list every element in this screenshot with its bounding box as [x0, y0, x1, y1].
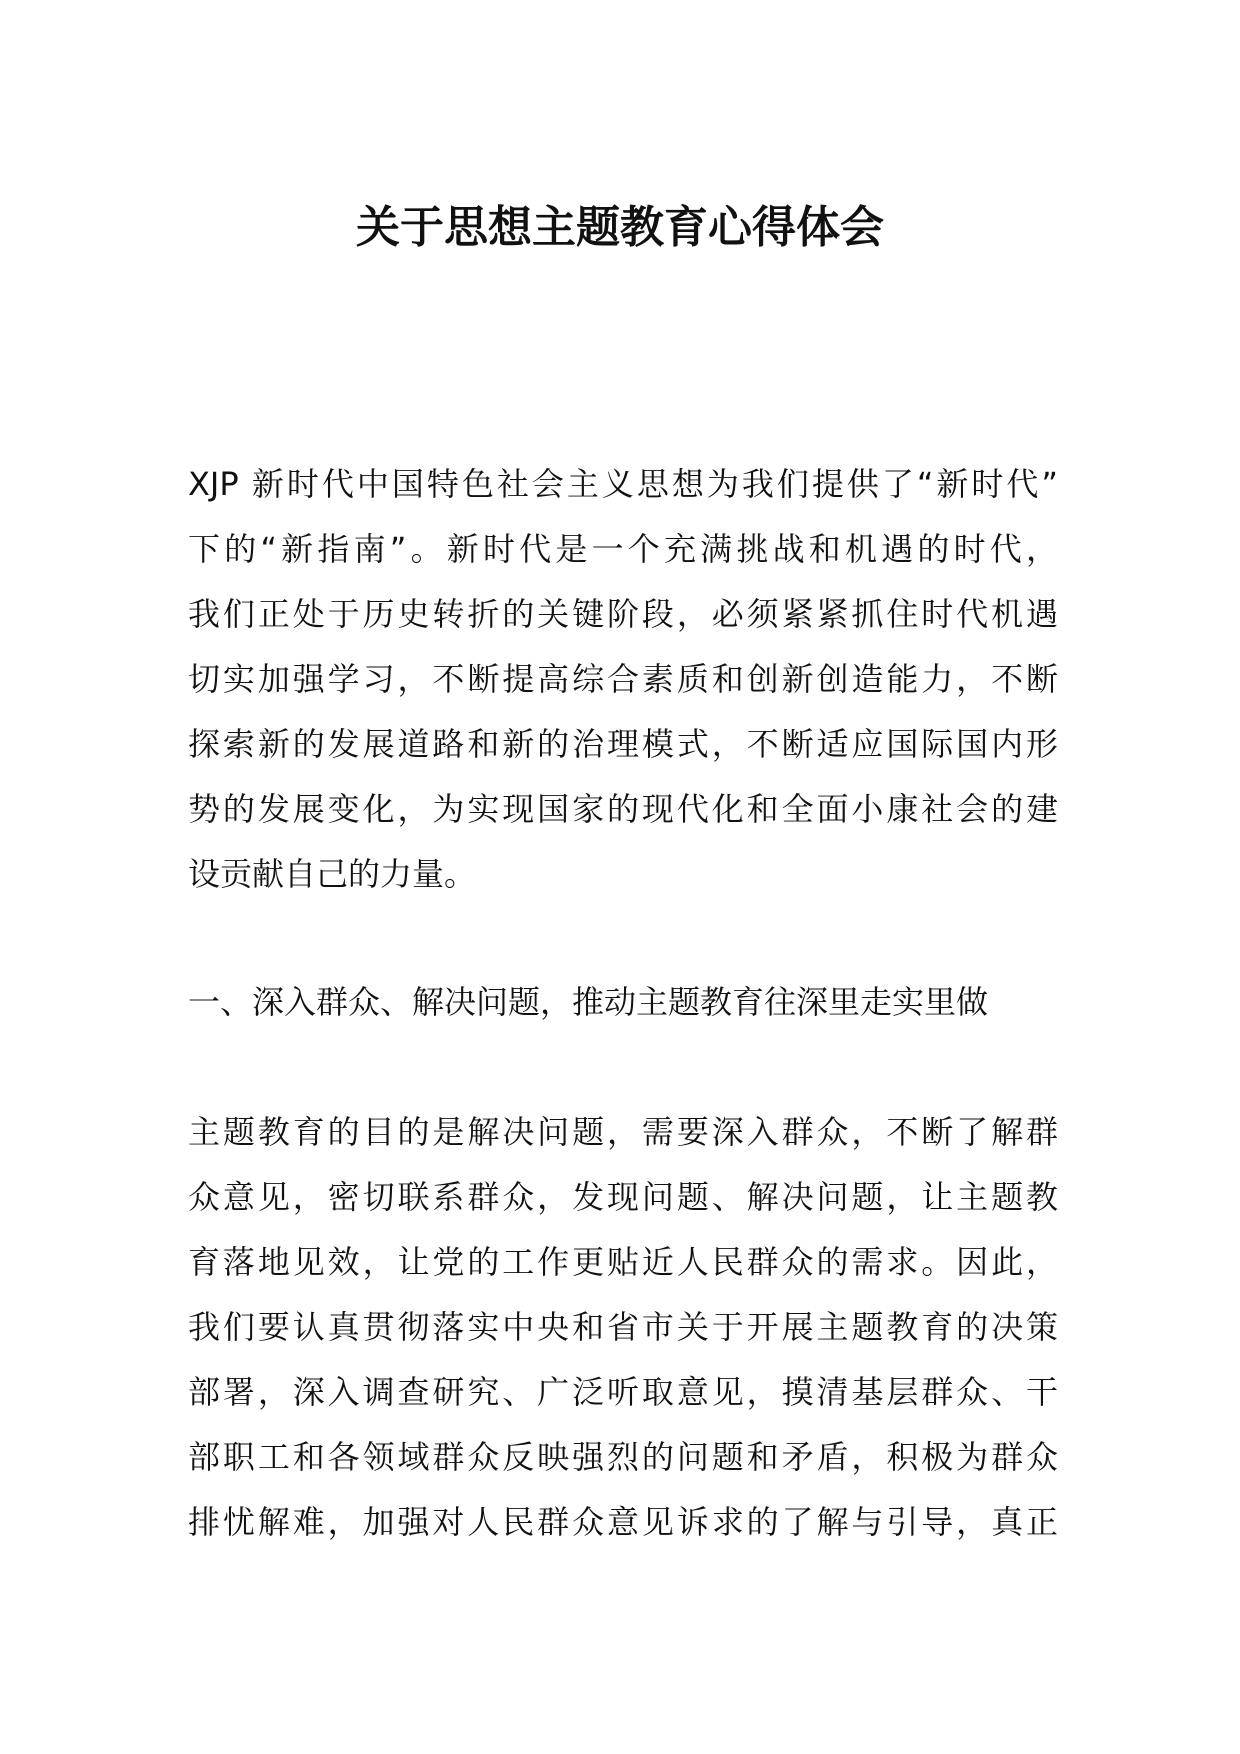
paragraph-line: 切实加强学习，不断提高综合素质和创新创造能力，不断	[188, 660, 1058, 698]
paragraph-intro	[188, 452, 1058, 907]
paragraph-line: 下的“新指南”。新时代是一个充满挑战和机遇的时代，	[188, 530, 1058, 568]
paragraph-line: 探索新的发展道路和新的治理模式，不断适应国际国内形	[188, 725, 1058, 763]
paragraph-line: 我们要认真贯彻落实中央和省市关于开展主题教育的决策	[188, 1308, 1058, 1346]
section-heading	[188, 970, 1058, 1035]
paragraph-line: XJP 新时代中国特色社会主义思想为我们提供了“新时代”	[188, 465, 1058, 503]
document-title: 关于思想主题教育心得体会	[356, 202, 884, 253]
paragraph-line: 部职工和各领域群众反映强烈的问题和矛盾，积极为群众	[188, 1438, 1058, 1476]
paragraph-line: 排忧解难，加强对人民群众意见诉求的了解与引导，真正	[188, 1503, 1058, 1541]
paragraph-line: 设贡献自己的力量。	[188, 855, 477, 893]
paragraph-section-1	[188, 1100, 1058, 1555]
paragraph-line: 部署，深入调查研究、广泛听取意见，摸清基层群众、干	[188, 1373, 1058, 1411]
paragraph-line: 众意见，密切联系群众，发现问题、解决问题，让主题教	[188, 1178, 1058, 1216]
paragraph-line: 势的发展变化，为实现国家的现代化和全面小康社会的建	[188, 790, 1058, 828]
paragraph-line: 主题教育的目的是解决问题，需要深入群众，不断了解群	[188, 1113, 1058, 1151]
paragraph-line: 我们正处于历史转折的关键阶段，必须紧紧抓住时代机遇	[188, 595, 1058, 633]
section-heading-text: 一、深入群众、解决问题，推动主题教育往深里走实里做	[188, 983, 989, 1021]
paragraph-line: 育落地见效，让党的工作更贴近人民群众的需求。因此，	[188, 1243, 1058, 1281]
